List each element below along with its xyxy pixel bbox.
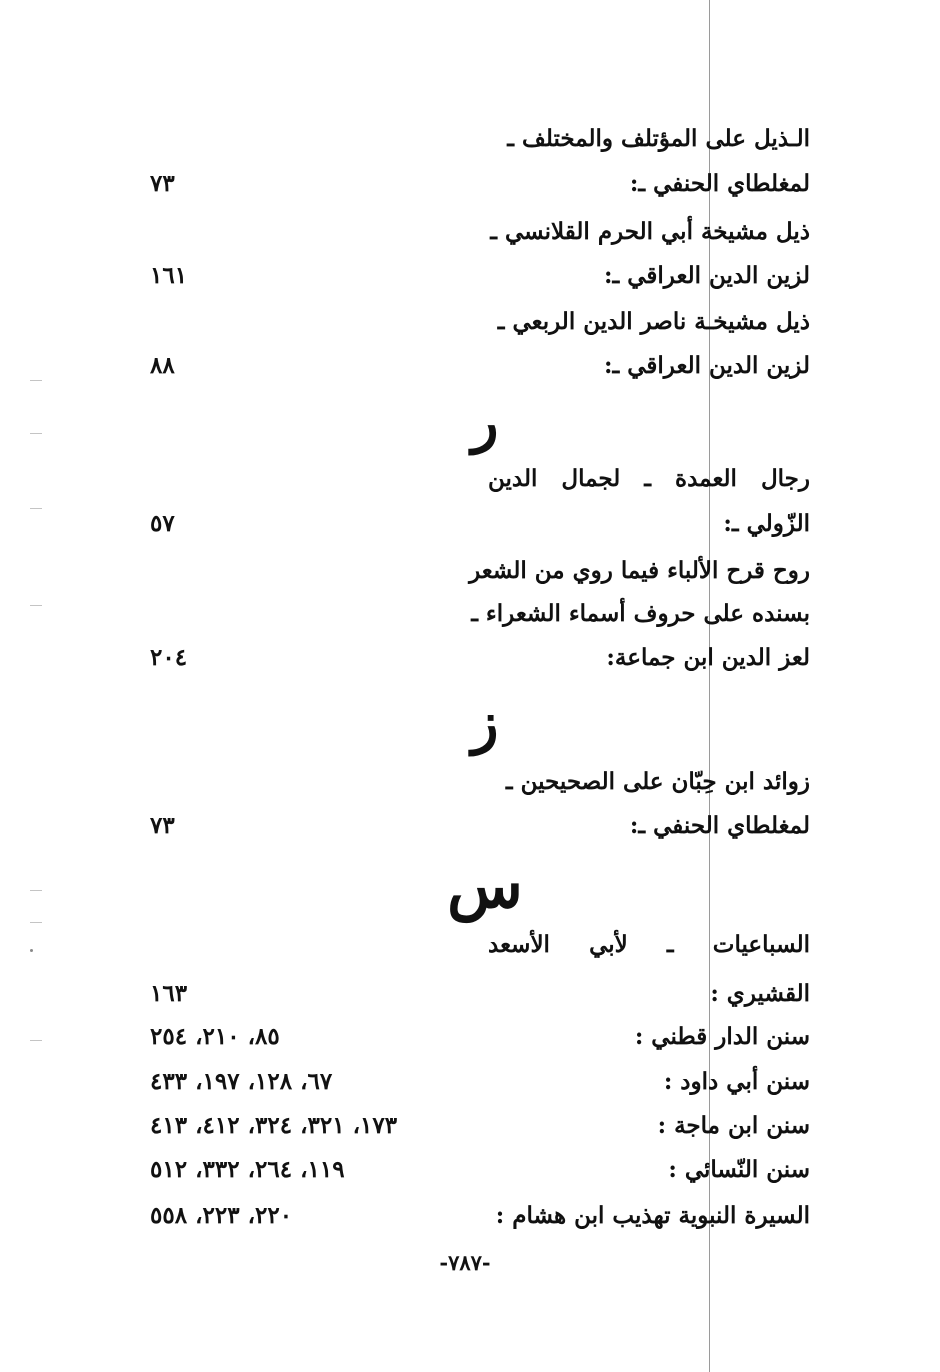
entry-title: سنن الدار قطني : [634,1023,810,1050]
margin-mark [30,433,42,434]
section-letter: س [447,849,523,922]
entry-title: الـذيل على المؤتلف والمختلف ـ [507,125,810,152]
margin-mark [30,890,42,891]
entry-title: روح قرح الألباء فيما روي من الشعر [469,557,810,584]
entry-pages: ٢٠٤ [150,644,188,671]
entry-title: رجال العمدة ـ لجمال الدين [488,465,810,492]
entry-title: سنن ابن ماجة : [657,1112,810,1139]
entry-title: سنن النّسائي : [668,1156,810,1183]
entry-pages: ٥٧ [150,510,175,537]
entry-pages: ٨٥، ٢١٠، ٢٥٤ [150,1023,280,1050]
entry-title: ذيل مشيخة أبي الحرم القلانسي ـ [490,218,810,245]
entry-author: الزّولي ـ: [723,510,810,537]
entry-title: زوائد ابن حِبّان على الصحيحين ـ [505,768,810,795]
entry-title: السيرة النبوية تهذيب ابن هشام : [495,1202,810,1229]
entry-pages: ٢٢٠، ٢٢٣، ٥٥٨ [150,1202,293,1229]
margin-mark [30,922,42,923]
margin-mark [30,1040,42,1041]
entry-author: لمغلطاي الحنفي ـ: [629,170,810,197]
page-number: -٧٨٧- [439,1250,491,1275]
entry-author: لزين الدين العراقي ـ: [604,352,810,379]
section-letter: ر [471,389,499,455]
entry-author: لمغلطاي الحنفي ـ: [629,812,810,839]
entry-pages: ١٦١ [150,262,188,289]
margin-mark [30,380,42,381]
margin-mark [30,605,42,606]
entry-pages: ٦٧، ١٢٨، ١٩٧، ٤٣٣ [150,1068,333,1095]
entry-pages: ١٦٣ [150,980,188,1007]
entry-author: لعز الدين ابن جماعة: [606,644,810,671]
margin-dot [30,949,33,952]
entry-title-continued: بسنده على حروف أسماء الشعراء ـ [471,600,810,627]
entry-author: القشيري : [710,980,810,1007]
margin-mark [30,508,42,509]
section-letter: ز [471,690,499,756]
entry-title: سنن أبي داود : [663,1068,810,1095]
entry-title: ذيل مشيخـة ناصر الدين الربعي ـ [497,308,810,335]
entry-author: لزين الدين العراقي ـ: [604,262,810,289]
entry-pages: ١١٩، ٢٦٤، ٣٣٢، ٥١٢ [150,1156,345,1183]
entry-pages: ١٧٣، ٣٢١، ٣٢٤، ٤١٢، ٤١٣ [150,1112,398,1139]
entry-pages: ٧٣ [150,812,175,839]
entry-pages: ٧٣ [150,170,175,197]
entry-pages: ٨٨ [150,352,175,379]
entry-title: السباعيات ـ لأبي الأسعد [488,931,810,958]
